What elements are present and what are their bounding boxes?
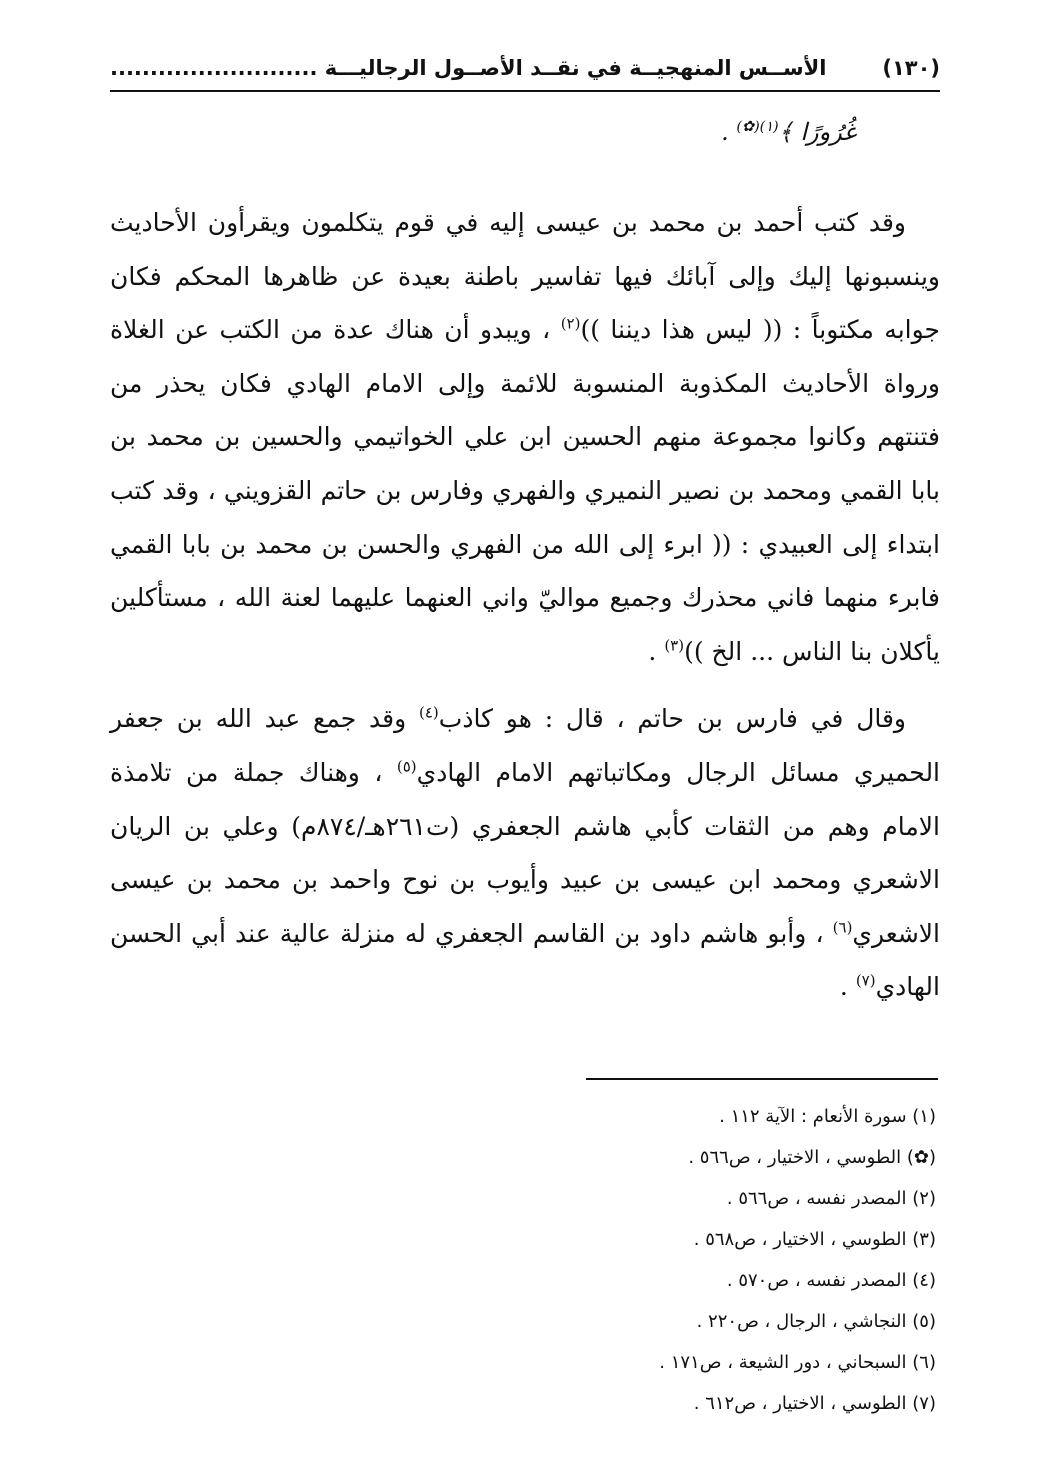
paragraph-text: ، ويبدو أن هناك عدة من الكتب عن الغلاة ورواة الأحاديث المكذوبة المنسوبة للائمة وإلى الامام الهادي فكان يحذر من فتنتهم وكانوا مجموعة منهم الحسين ابن علي الخواتيمي والحسين بن محمد بن بابا القمي ومحمد بن نصير النميري والفهري وفارس بن حاتم القزويني ، وقد كتب ابتداء إلى العبيدي : (( ابرء إلى الله من الفهري والحسن بن محمد بن بابا القمي فابرء منهما فاني محذرك وجميع مواليّ واني العنهما عليهما لعنة الله ، مستأكلين يأكلان بنا الناس ... الخ )): [110, 315, 940, 666]
page-number: (١٣٠): [882, 56, 940, 80]
footnote-item: (١) سورة الأنعام : الآية ١١٢ .: [719, 1106, 936, 1127]
paragraph-1: [110, 196, 940, 678]
footnote-item: (٦) السبحاني ، دور الشيعة ، ص١٧١ .: [659, 1352, 936, 1373]
paragraph-2: [110, 692, 940, 1014]
footnote-item: (✿) الطوسي ، الاختيار ، ص٥٦٦ .: [688, 1147, 936, 1168]
footnote-ref: (٦): [832, 918, 853, 937]
footnote-item: (٥) النجاشي ، الرجال ، ص٢٢٠ .: [696, 1311, 936, 1332]
footnote-ref: (٧): [855, 971, 876, 990]
main-body-text: [110, 196, 940, 1014]
verse-end: .: [721, 118, 737, 146]
verse-text: غُرُورًا ﴾: [778, 118, 856, 146]
paragraph-text: وقال في فارس بن حاتم ، قال : هو كاذب: [438, 704, 906, 734]
running-title: الأســس المنهجيــة في نقــد الأصــول الرجاليـــة ..........................: [110, 56, 827, 80]
quranic-verse-fragment: [721, 118, 856, 146]
footnote-ref: (٥): [396, 757, 417, 776]
paragraph-text: وقد كتب أحمد بن محمد بن عيسى إليه في قوم يتكلمون ويقرأون الأحاديث وينسبونها إليك وإلى آبائك فيها تفاسير باطنة بعيدة عن ظاهرها المحكم فكان جوابه مكتوباً : (( ليس هذا ديننا )): [110, 208, 940, 345]
paragraph-text: .: [648, 636, 665, 666]
footnotes-list: [336, 1096, 936, 1424]
page-header: [110, 46, 940, 92]
footnote-item: (٣) الطوسي ، الاختيار ، ص٥٦٨ .: [693, 1229, 936, 1250]
footnote-divider: [586, 1078, 938, 1080]
paragraph-text: .: [839, 972, 856, 1002]
footnote-ref: (٤): [419, 704, 439, 723]
footnote-item: (٤) المصدر نفسه ، ص٥٧٠ .: [726, 1270, 936, 1291]
footnote-ref: (٣): [664, 636, 685, 655]
footnote-item: (٧) الطوسي ، الاختيار ، ص٦١٢ .: [693, 1393, 936, 1414]
paragraph-text: وقد جمع عبد الله بن جعفر الحميري مسائل الرجال ومكاتباتهم الامام الهادي: [110, 704, 941, 787]
paragraph-text: ، وهناك جملة من تلامذة الامام وهم من الثقات كأبي هاشم الجعفري (ت٢٦١هـ/٨٧٤م) وعلي بن الريان الاشعري ومحمد ابن عيسى بن عبيد وأيوب بن نوح واحمد بن محمد بن عيسى الاشعري: [110, 757, 940, 948]
verse-footnote-refs: (١)(✿): [736, 119, 779, 135]
footnote-ref: (٢): [560, 314, 581, 333]
footnote-item: (٢) المصدر نفسه ، ص٥٦٦ .: [726, 1188, 936, 1209]
paragraph-text: ، وأبو هاشم داود بن القاسم الجعفري له منزلة عالية عند أبي الحسن الهادي: [110, 918, 940, 1002]
